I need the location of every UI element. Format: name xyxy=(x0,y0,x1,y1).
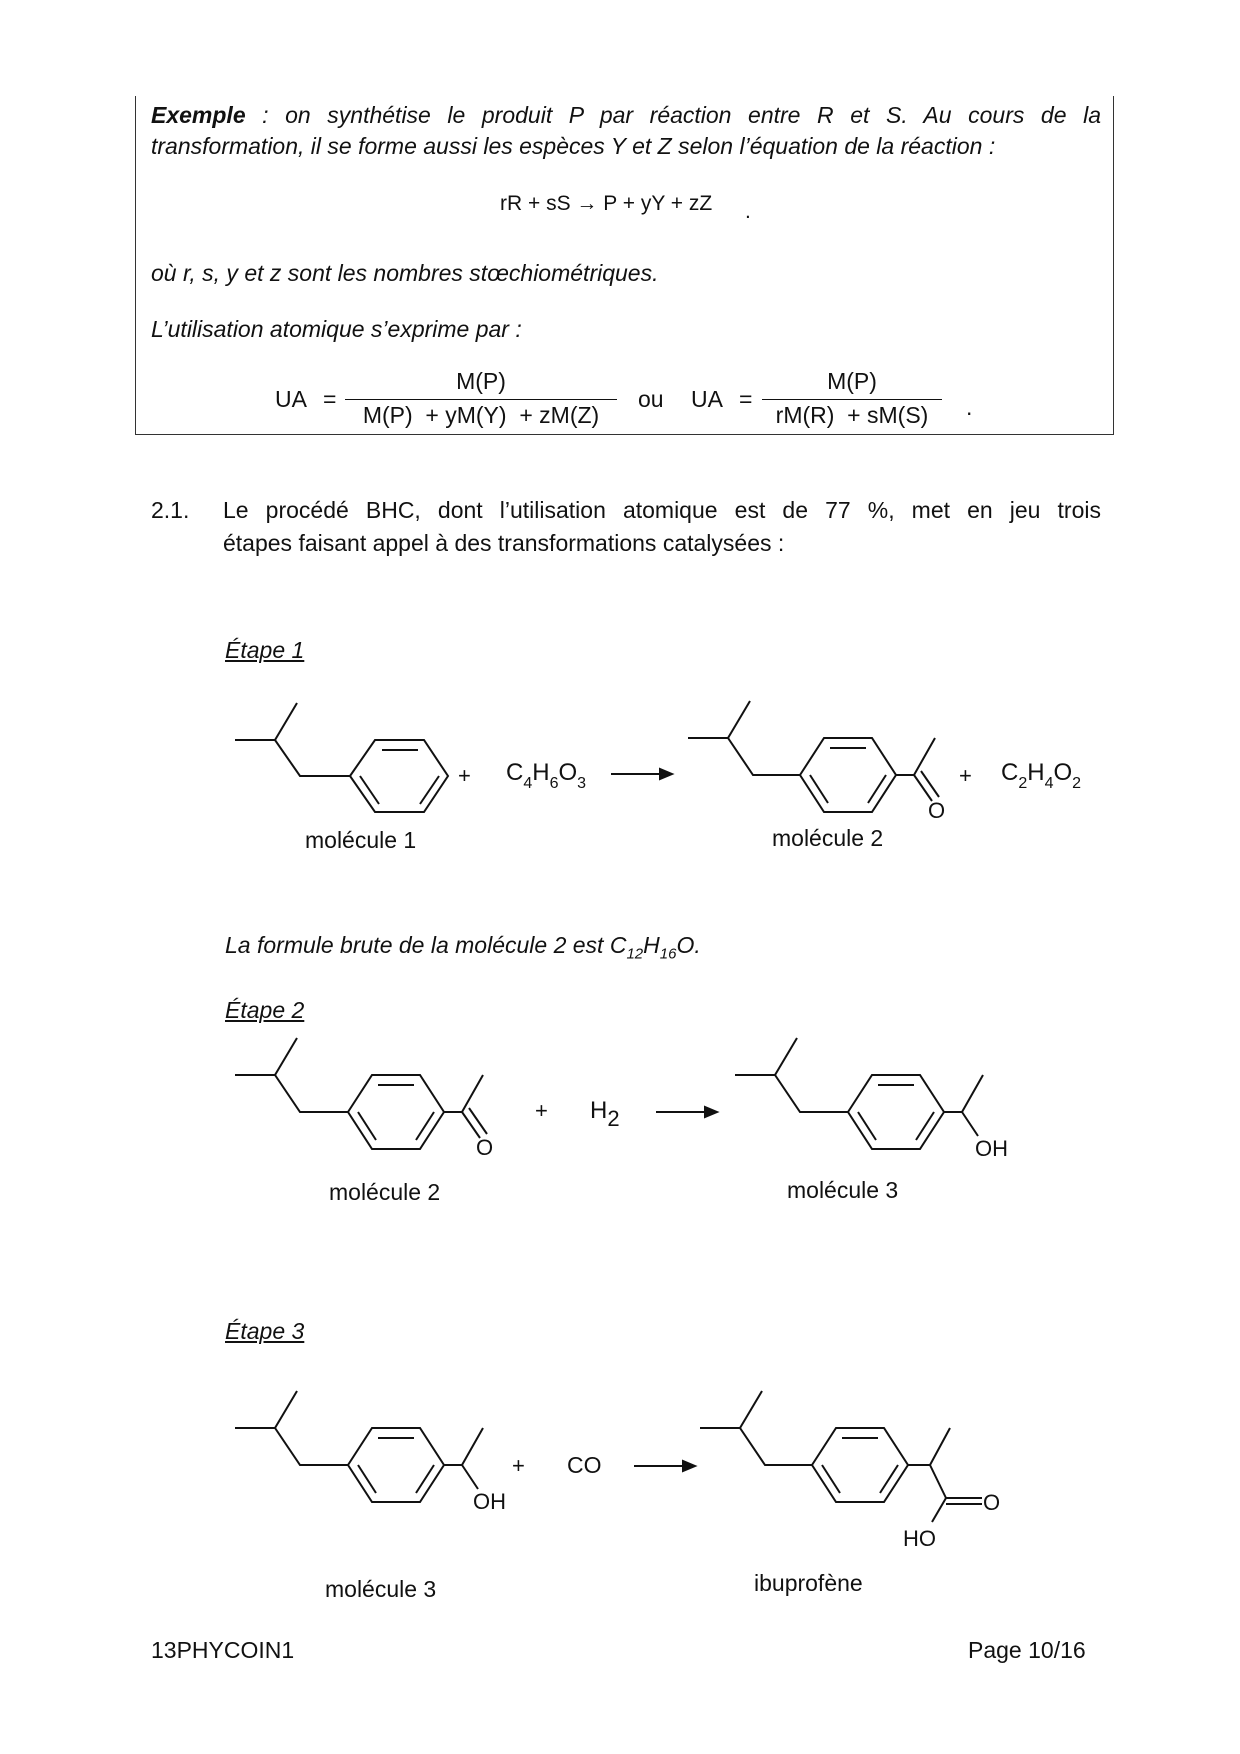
step3-plus: + xyxy=(512,1453,525,1478)
ua-label-1: UA xyxy=(275,386,307,412)
ibuprofen-oxygen-label: O xyxy=(983,1490,1001,1515)
step1-reagent-formula: $C_4H_6O_3$ xyxy=(506,759,587,792)
equals-2: = xyxy=(739,386,753,412)
or-text: ou xyxy=(638,386,664,412)
coefficients-text: où r, s, y et z sont les nombres stœchiométriques. xyxy=(151,260,659,286)
step2-oh-label: OH xyxy=(975,1136,1008,1161)
ua-intro: L’utilisation atomique s’exprime par : xyxy=(151,316,522,342)
step1-molecule-2-label: molécule 2 xyxy=(772,825,884,851)
question-number: 2.1. xyxy=(151,497,190,523)
page-number: Page 10/16 xyxy=(968,1637,1086,1663)
fraction-2-denominator: rM(R) + sM(S) xyxy=(775,402,929,428)
molecule-1-structure xyxy=(235,703,448,812)
ua-label-2: UA xyxy=(691,386,723,412)
step2-title: Étape 2 xyxy=(225,997,305,1023)
reaction-equation-dot: . xyxy=(745,200,751,223)
step1-plus-1: + xyxy=(458,763,471,788)
equals-1: = xyxy=(323,386,337,412)
step2-oxygen-label: O xyxy=(476,1135,494,1160)
step3-arrow-head xyxy=(683,1461,695,1471)
question-line-1: Le procédé BHC, dont l’utilisation atomique est de 77 %, met en jeu trois xyxy=(223,497,1101,523)
step3-molecule-3-label: molécule 3 xyxy=(325,1576,437,1602)
molecule-2-formula-note: La formule brute de la molécule 2 est $C_{12}H_{16}O$. xyxy=(225,932,701,963)
step1-oxygen-label: O xyxy=(928,798,946,823)
step3-oh-label: OH xyxy=(473,1489,506,1514)
ibuprofen-ho-label: HO xyxy=(903,1526,936,1551)
step1-arrow-head xyxy=(660,769,672,779)
molecule-2-structure-step1 xyxy=(688,701,939,812)
step2-reagent-formula: H2 xyxy=(590,1097,620,1131)
step2-arrow-head xyxy=(705,1107,717,1117)
example-line-1-rest: : on synthétise le produit P par réaction entre R et S. Au cours de la xyxy=(245,102,1101,128)
end-dot: . xyxy=(966,394,973,420)
fraction-1-numerator: M(P) xyxy=(456,368,506,394)
step2-plus: + xyxy=(535,1098,548,1123)
step1-plus-2: + xyxy=(959,763,972,788)
step2-molecule-2-label: molécule 2 xyxy=(329,1179,441,1205)
step1-byproduct-formula: $C_2H_4O_2$ xyxy=(1001,759,1082,792)
reaction-equation: rR + sS → P + yY + zZ xyxy=(500,192,713,215)
molecule-3-structure-step2 xyxy=(735,1038,983,1149)
step2-molecule-3-label: molécule 3 xyxy=(787,1177,899,1203)
document-code: 13PHYCOIN1 xyxy=(151,1637,295,1663)
example-bold: Exemple xyxy=(151,102,246,128)
ibuprofen-structure xyxy=(700,1391,982,1522)
question-line-2: étapes faisant appel à des transformations catalysées : xyxy=(223,530,785,556)
molecule-2-structure-step2 xyxy=(235,1038,487,1149)
step1-molecule-1-label: molécule 1 xyxy=(305,827,417,853)
step1-title: Étape 1 xyxy=(225,637,305,663)
step3-title: Étape 3 xyxy=(225,1318,305,1344)
step3-reagent: CO xyxy=(567,1452,602,1478)
molecule-3-structure-step3 xyxy=(235,1391,483,1502)
example-line-2: transformation, il se forme aussi les espèces Y et Z selon l’équation de la réaction : xyxy=(151,133,996,159)
fraction-2-numerator: M(P) xyxy=(827,368,877,394)
fraction-1-denominator: M(P) + yM(Y) + zM(Z) xyxy=(362,402,600,428)
step3-ibuprofen-label: ibuprofène xyxy=(754,1570,863,1596)
